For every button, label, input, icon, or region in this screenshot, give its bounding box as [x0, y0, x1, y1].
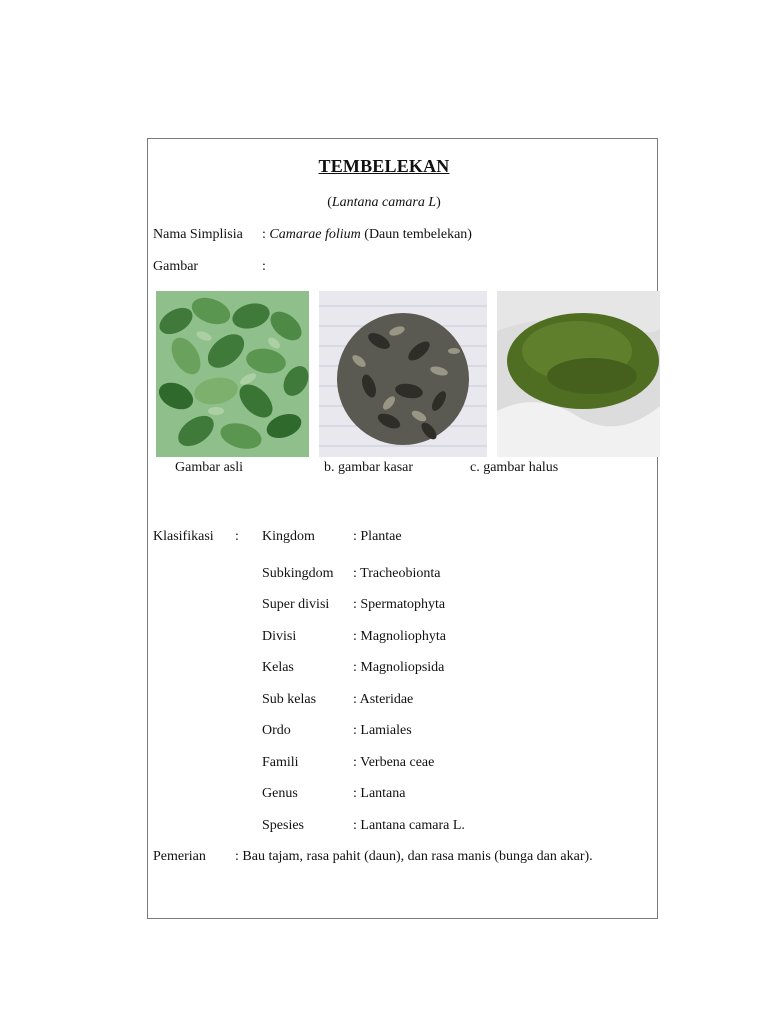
- klasifikasi-separator: :: [235, 529, 239, 544]
- taxon-value: : Plantae: [353, 529, 402, 544]
- nama-simplisia-label: Nama Simplisia: [153, 227, 243, 242]
- gambar-label: Gambar: [153, 259, 199, 274]
- taxon-value: : Lantana: [353, 786, 406, 801]
- document-title: TEMBELEKAN: [318, 156, 450, 176]
- taxon-value: : Verbena ceae: [353, 755, 435, 770]
- fine-powder-photo: [497, 291, 660, 457]
- taxon-key: Subkingdom: [262, 566, 334, 581]
- taxon-key: Ordo: [262, 723, 291, 738]
- taxon-value: : Asteridae: [353, 692, 414, 707]
- caption-fresh: Gambar asli: [175, 460, 244, 475]
- species-subtitle: (Lantana camara L): [327, 195, 441, 210]
- coarse-dried-photo: [319, 291, 487, 457]
- caption-coarse: b. gambar kasar: [324, 460, 414, 475]
- taxon-value: : Lamiales: [353, 723, 412, 738]
- taxon-value: : Spermatophyta: [353, 597, 446, 612]
- caption-fine: c. gambar halus: [470, 460, 559, 475]
- taxon-key: Super divisi: [262, 597, 330, 612]
- taxon-key: Kelas: [262, 660, 294, 675]
- pemerian-text: : Bau tajam, rasa pahit (daun), dan rasa manis (bunga dan akar).: [235, 849, 593, 864]
- fresh-leaves-photo: [156, 291, 309, 457]
- taxon-value: : Magnoliophyta: [353, 629, 446, 644]
- taxon-key: Divisi: [262, 629, 297, 644]
- taxon-value: : Magnoliopsida: [353, 660, 445, 675]
- nama-simplisia-value: : Camarae folium (Daun tembelekan): [262, 227, 472, 242]
- klasifikasi-label: Klasifikasi: [153, 529, 214, 544]
- taxon-key: Sub kelas: [262, 692, 317, 707]
- taxon-key: Genus: [262, 786, 298, 801]
- gambar-separator: :: [262, 259, 266, 274]
- taxon-key: Kingdom: [262, 529, 315, 544]
- taxon-key: Famili: [262, 755, 299, 770]
- pemerian-label: Pemerian: [153, 849, 206, 864]
- taxon-value: : Tracheobionta: [353, 566, 441, 581]
- taxon-key: Spesies: [262, 818, 304, 833]
- taxon-value: : Lantana camara L.: [353, 818, 465, 833]
